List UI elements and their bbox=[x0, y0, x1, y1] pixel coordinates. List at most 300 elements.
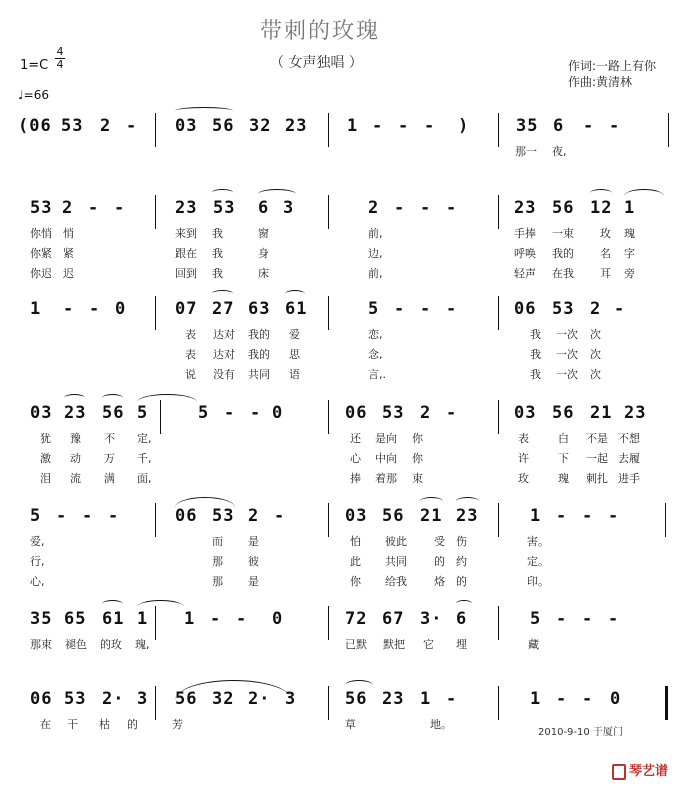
note-line bbox=[0, 606, 690, 636]
slur bbox=[456, 600, 472, 607]
lyric-word: 犹 bbox=[40, 432, 51, 445]
lyric-word: 轻声 bbox=[514, 267, 536, 280]
note: 2 bbox=[420, 403, 432, 423]
note: 27 bbox=[212, 299, 235, 319]
lyric-word: 次 bbox=[590, 348, 601, 361]
note: 3 bbox=[285, 689, 297, 709]
note: 2 bbox=[248, 506, 260, 526]
lyric-word: 害。 bbox=[527, 535, 549, 548]
note: - bbox=[608, 506, 620, 526]
note: - bbox=[394, 198, 406, 218]
lyric-word: 一次 bbox=[556, 368, 578, 381]
lyric-word: 那 bbox=[212, 555, 223, 568]
note: - bbox=[126, 116, 138, 136]
lyric-word: 瑰 bbox=[624, 227, 635, 240]
slur bbox=[212, 290, 233, 297]
note: - bbox=[394, 299, 406, 319]
slur bbox=[212, 189, 233, 196]
note-line bbox=[0, 686, 690, 716]
lyric-word: 你紧 bbox=[30, 247, 52, 260]
lyric-word: 心, bbox=[30, 575, 45, 588]
lyric-word: 瑰, bbox=[135, 638, 150, 651]
composer: 作曲:黄清林 bbox=[568, 75, 633, 89]
meter-bottom: 4 bbox=[56, 58, 64, 71]
slur bbox=[175, 680, 292, 720]
lyric-line bbox=[0, 346, 690, 364]
lyric-word: 一次 bbox=[556, 348, 578, 361]
lyric-word: 旁 bbox=[624, 267, 635, 280]
lyric-word: 念, bbox=[368, 348, 383, 361]
lyric-word: 一起 bbox=[586, 452, 608, 465]
lyric-word: 束 bbox=[412, 472, 423, 485]
note: 53 bbox=[212, 506, 235, 526]
note: 61 bbox=[285, 299, 308, 319]
note: - bbox=[210, 609, 222, 629]
lyric-word: 呼唤 bbox=[514, 247, 536, 260]
lyric-word: 言,. bbox=[368, 368, 386, 381]
note: 5 bbox=[30, 506, 42, 526]
lyric-word: 在我 bbox=[552, 267, 574, 280]
lyric-word: 默把 bbox=[383, 638, 405, 651]
lyric-word: 我 bbox=[530, 368, 541, 381]
note: 3· bbox=[420, 609, 443, 629]
note: 56 bbox=[345, 689, 368, 709]
lyric-word: 那一 bbox=[515, 145, 537, 158]
note: - bbox=[420, 299, 432, 319]
lyric-word: 跟在 bbox=[175, 247, 197, 260]
slur bbox=[175, 107, 233, 115]
lyric-word: 身 bbox=[258, 247, 269, 260]
note: 2 bbox=[368, 198, 380, 218]
key-signature: 1=C bbox=[20, 58, 49, 73]
note-line bbox=[0, 400, 690, 430]
lyric-word: 回到 bbox=[175, 267, 197, 280]
note: 03 bbox=[175, 116, 198, 136]
lyric-word: 流 bbox=[70, 472, 81, 485]
lyric-word: 彼此 bbox=[385, 535, 407, 548]
note: - bbox=[556, 689, 568, 709]
note: 23 bbox=[456, 506, 479, 526]
lyric-word: 玫 bbox=[600, 227, 611, 240]
lyric-word: 共同 bbox=[248, 368, 270, 381]
lyric-word: 你 bbox=[350, 575, 361, 588]
note: - bbox=[609, 116, 621, 136]
note: 2 bbox=[590, 299, 602, 319]
bar-line bbox=[665, 686, 668, 720]
lyric-word: 给我 bbox=[385, 575, 407, 588]
lyric-word: 千, bbox=[137, 452, 152, 465]
lyric-word: 捧 bbox=[350, 472, 361, 485]
bar-line bbox=[155, 686, 156, 720]
lyric-line bbox=[0, 265, 690, 283]
lyric-word: 在 bbox=[40, 718, 51, 731]
bar-line bbox=[665, 503, 666, 537]
lyric-word: 表 bbox=[185, 348, 196, 361]
note: - bbox=[614, 299, 626, 319]
lyric-word: 名 bbox=[600, 247, 611, 260]
lyric-word: 激 bbox=[40, 452, 51, 465]
note: - bbox=[236, 609, 248, 629]
lyric-word: 不是 bbox=[586, 432, 608, 445]
lyric-word: 去履 bbox=[618, 452, 640, 465]
lyric-word: 白 bbox=[558, 432, 569, 445]
lyric-word: 怕 bbox=[350, 535, 361, 548]
bar-line bbox=[155, 296, 156, 330]
lyric-word: 我的 bbox=[552, 247, 574, 260]
note: 0 bbox=[115, 299, 127, 319]
note: - bbox=[582, 609, 594, 629]
note: 06 bbox=[30, 689, 53, 709]
slur bbox=[137, 600, 184, 614]
lyric-line bbox=[0, 225, 690, 243]
note-line bbox=[0, 195, 690, 225]
lyric-line bbox=[0, 636, 690, 654]
lyric-word: 不 bbox=[104, 432, 115, 445]
note: ) bbox=[458, 116, 470, 136]
lyric-word: 我的 bbox=[248, 348, 270, 361]
watermark-logo bbox=[612, 760, 668, 780]
note: 32 bbox=[249, 116, 272, 136]
note: - bbox=[250, 403, 262, 423]
note: 6 bbox=[553, 116, 565, 136]
lyric-word: 床 bbox=[258, 267, 269, 280]
lyric-word: 语 bbox=[289, 368, 300, 381]
bar-line bbox=[328, 503, 329, 537]
lyric-word: 藏 bbox=[528, 638, 539, 651]
lyric-word: 它 bbox=[423, 638, 434, 651]
note: - bbox=[56, 506, 68, 526]
lyric-word: 干 bbox=[67, 718, 78, 731]
note: 63 bbox=[248, 299, 271, 319]
bar-line bbox=[498, 686, 499, 720]
lyric-word: 达对 bbox=[213, 328, 235, 341]
note: 23 bbox=[285, 116, 308, 136]
note: - bbox=[424, 116, 436, 136]
note: 35 bbox=[30, 609, 53, 629]
lyric-word: 是向 bbox=[375, 432, 397, 445]
lyric-word: 思 bbox=[289, 348, 300, 361]
lyric-line bbox=[0, 366, 690, 384]
note: 56 bbox=[212, 116, 235, 136]
note: 2 bbox=[100, 116, 112, 136]
lyric-word: 烙 bbox=[434, 575, 445, 588]
slur bbox=[175, 497, 235, 518]
note: - bbox=[82, 506, 94, 526]
note: - bbox=[372, 116, 384, 136]
lyric-word: 悄 bbox=[63, 227, 74, 240]
slur bbox=[590, 189, 612, 197]
note: - bbox=[556, 609, 568, 629]
lyric-line bbox=[0, 533, 690, 551]
note: 53 bbox=[213, 198, 236, 218]
lyric-word: 字 bbox=[624, 247, 635, 260]
slur bbox=[345, 680, 373, 690]
note: - bbox=[446, 198, 458, 218]
note: 35 bbox=[516, 116, 539, 136]
note: - bbox=[63, 299, 75, 319]
lyric-line bbox=[0, 143, 690, 161]
slur bbox=[64, 394, 85, 402]
note: 1 bbox=[530, 689, 542, 709]
note: - bbox=[582, 506, 594, 526]
lyric-word: 恋, bbox=[368, 328, 383, 341]
lyric-word: 不想 bbox=[618, 432, 640, 445]
lyric-word: 是 bbox=[248, 535, 259, 548]
lyric-line bbox=[0, 573, 690, 591]
note: 5 bbox=[137, 403, 149, 423]
lyric-word: 玫 bbox=[518, 472, 529, 485]
slur bbox=[258, 189, 296, 199]
lyric-word: 次 bbox=[590, 368, 601, 381]
lyric-word: 中向 bbox=[375, 452, 397, 465]
lyric-word: 定, bbox=[137, 432, 152, 445]
lyric-line bbox=[0, 245, 690, 263]
note: 21 bbox=[590, 403, 613, 423]
note: 2· bbox=[102, 689, 125, 709]
lyric-word: 爱 bbox=[289, 328, 300, 341]
lyric-line bbox=[0, 450, 690, 468]
lyric-word: 下 bbox=[558, 452, 569, 465]
note: 2 bbox=[62, 198, 74, 218]
slur bbox=[285, 290, 305, 298]
lyric-word: 前, bbox=[368, 227, 383, 240]
note: - bbox=[108, 506, 120, 526]
note: 1 bbox=[624, 198, 636, 218]
note: 06 bbox=[345, 403, 368, 423]
note: 53 bbox=[30, 198, 53, 218]
lyric-word: 我 bbox=[530, 328, 541, 341]
lyric-word: 彼 bbox=[248, 555, 259, 568]
bar-line bbox=[668, 113, 669, 147]
lyric-word: 表 bbox=[185, 328, 196, 341]
bar-line bbox=[498, 113, 499, 147]
lyric-word: 表 bbox=[518, 432, 529, 445]
logo-icon bbox=[612, 764, 626, 780]
bar-line bbox=[155, 195, 156, 229]
lyric-word: 褪色 bbox=[65, 638, 87, 651]
note: 21 bbox=[420, 506, 443, 526]
note: 03 bbox=[345, 506, 368, 526]
note: 1 bbox=[420, 689, 432, 709]
note: 23 bbox=[514, 198, 537, 218]
lyric-word: 我 bbox=[530, 348, 541, 361]
note: - bbox=[89, 299, 101, 319]
note: 6 bbox=[456, 609, 468, 629]
time-signature bbox=[55, 46, 65, 71]
note: 23 bbox=[624, 403, 647, 423]
lyric-word: 迟 bbox=[63, 267, 74, 280]
note: 56 bbox=[102, 403, 125, 423]
note: 32 bbox=[212, 689, 235, 709]
lyricist: 作词:一路上有你 bbox=[568, 59, 657, 73]
note: 23 bbox=[382, 689, 405, 709]
note: - bbox=[583, 116, 595, 136]
lyric-word: 的 bbox=[127, 718, 138, 731]
lyric-word: 满 bbox=[104, 472, 115, 485]
note: - bbox=[224, 403, 236, 423]
note: 56 bbox=[552, 198, 575, 218]
lyric-word: 心 bbox=[350, 452, 361, 465]
note: 1 bbox=[30, 299, 42, 319]
lyric-word: 行, bbox=[30, 555, 45, 568]
lyric-word: 爱, bbox=[30, 535, 45, 548]
lyric-word: 耳 bbox=[600, 267, 611, 280]
lyric-word: 地。 bbox=[430, 718, 452, 731]
note: 06 bbox=[514, 299, 537, 319]
note: 23 bbox=[175, 198, 198, 218]
tempo-marking: ♩=66 bbox=[18, 88, 49, 102]
note: 5 bbox=[530, 609, 542, 629]
slur bbox=[456, 497, 479, 505]
note: 03 bbox=[30, 403, 53, 423]
lyric-word: 边, bbox=[368, 247, 383, 260]
note: - bbox=[446, 689, 458, 709]
slur bbox=[102, 394, 123, 402]
note: - bbox=[582, 689, 594, 709]
lyric-word: 那束 bbox=[30, 638, 52, 651]
date-place: 2010-9-10 于厦门 bbox=[538, 727, 623, 738]
lyric-word: 的 bbox=[434, 555, 445, 568]
note: 2· bbox=[248, 689, 271, 709]
slur bbox=[420, 497, 443, 505]
note: - bbox=[114, 198, 126, 218]
note: - bbox=[446, 403, 458, 423]
note: - bbox=[398, 116, 410, 136]
lyric-word: 我 bbox=[212, 227, 223, 240]
note: 5 bbox=[198, 403, 210, 423]
credits bbox=[568, 58, 656, 90]
note: 1 bbox=[530, 506, 542, 526]
note: 56 bbox=[382, 506, 405, 526]
slur bbox=[102, 600, 123, 608]
lyric-word: 还 bbox=[350, 432, 361, 445]
bar-line bbox=[155, 503, 156, 537]
lyric-word: 动 bbox=[70, 452, 81, 465]
note: 03 bbox=[514, 403, 537, 423]
lyric-word: 埋 bbox=[456, 638, 467, 651]
lyric-word: 的 bbox=[456, 575, 467, 588]
lyric-word: 着那 bbox=[375, 472, 397, 485]
note: 0 bbox=[272, 609, 284, 629]
lyric-word: 手捧 bbox=[514, 227, 536, 240]
note: 1 bbox=[137, 609, 149, 629]
lyric-word: 一次 bbox=[556, 328, 578, 341]
slur bbox=[624, 189, 664, 203]
note: 0 bbox=[610, 689, 622, 709]
lyric-word: 枯 bbox=[99, 718, 110, 731]
lyric-word: 那 bbox=[212, 575, 223, 588]
lyric-word: 说 bbox=[185, 368, 196, 381]
lyric-word: 我的 bbox=[248, 328, 270, 341]
note: 65 bbox=[64, 609, 87, 629]
note: 12 bbox=[590, 198, 613, 218]
bar-line bbox=[328, 296, 329, 330]
lyric-word: 窗 bbox=[258, 227, 269, 240]
lyric-word: 芳 bbox=[172, 718, 183, 731]
song-title: 带刺的玫瑰 bbox=[259, 19, 380, 44]
note: 3 bbox=[283, 198, 295, 218]
note: - bbox=[88, 198, 100, 218]
note: 67 bbox=[382, 609, 405, 629]
lyric-word: 你 bbox=[412, 432, 423, 445]
note: 56 bbox=[552, 403, 575, 423]
lyric-word: 此 bbox=[350, 555, 361, 568]
lyric-line bbox=[0, 470, 690, 488]
lyric-word: 前, bbox=[368, 267, 383, 280]
note: 23 bbox=[64, 403, 87, 423]
lyric-word: 共同 bbox=[385, 555, 407, 568]
lyric-word: 受 bbox=[434, 535, 445, 548]
bar-line bbox=[498, 400, 499, 434]
watermark-text: 琴艺谱 bbox=[629, 764, 669, 779]
lyric-line bbox=[0, 326, 690, 344]
lyric-word: 瑰 bbox=[558, 472, 569, 485]
lyric-word: 而 bbox=[212, 535, 223, 548]
bar-line bbox=[498, 195, 499, 229]
note: - bbox=[556, 506, 568, 526]
lyric-word: 刺扎 bbox=[586, 472, 608, 485]
lyric-word: 已默 bbox=[345, 638, 367, 651]
note: - bbox=[274, 506, 286, 526]
lyric-word: 没有 bbox=[213, 368, 235, 381]
lyric-word: 达对 bbox=[213, 348, 235, 361]
lyric-word: 进手 bbox=[618, 472, 640, 485]
song-subtitle: （ 女声独唱 ） bbox=[270, 55, 363, 71]
note: 53 bbox=[552, 299, 575, 319]
bar-line bbox=[498, 606, 499, 640]
note: 06 bbox=[175, 506, 198, 526]
lyric-word: 你悄 bbox=[30, 227, 52, 240]
note: (06 bbox=[18, 116, 52, 136]
lyric-word: 面, bbox=[137, 472, 152, 485]
lyric-word: 你迟 bbox=[30, 267, 52, 280]
note: 0 bbox=[272, 403, 284, 423]
note: 61 bbox=[102, 609, 125, 629]
note: 53 bbox=[64, 689, 87, 709]
slur bbox=[137, 394, 197, 410]
bar-line bbox=[328, 195, 329, 229]
lyric-word: 万 bbox=[104, 452, 115, 465]
lyric-word: 我 bbox=[212, 267, 223, 280]
bar-line bbox=[498, 296, 499, 330]
bar-line bbox=[498, 503, 499, 537]
note: 72 bbox=[345, 609, 368, 629]
bar-line bbox=[328, 606, 329, 640]
lyric-word: 的玫 bbox=[100, 638, 122, 651]
note-line bbox=[0, 113, 690, 143]
lyric-word: 印。 bbox=[527, 575, 549, 588]
note: 5 bbox=[368, 299, 380, 319]
lyric-word: 许 bbox=[518, 452, 529, 465]
note: 1 bbox=[184, 609, 196, 629]
lyric-word: 泪 bbox=[40, 472, 51, 485]
bar-line bbox=[155, 113, 156, 147]
note: - bbox=[420, 198, 432, 218]
lyric-word: 是 bbox=[248, 575, 259, 588]
lyric-word: 豫 bbox=[70, 432, 81, 445]
note: 6 bbox=[258, 198, 270, 218]
lyric-line bbox=[0, 553, 690, 571]
lyric-word: 来到 bbox=[175, 227, 197, 240]
note: - bbox=[608, 609, 620, 629]
note: 56 bbox=[175, 689, 198, 709]
meter-top: 4 bbox=[56, 45, 64, 58]
lyric-word: 定。 bbox=[527, 555, 549, 568]
bar-line bbox=[328, 686, 329, 720]
lyric-word: 一束 bbox=[552, 227, 574, 240]
lyric-word: 我 bbox=[212, 247, 223, 260]
note: 53 bbox=[382, 403, 405, 423]
